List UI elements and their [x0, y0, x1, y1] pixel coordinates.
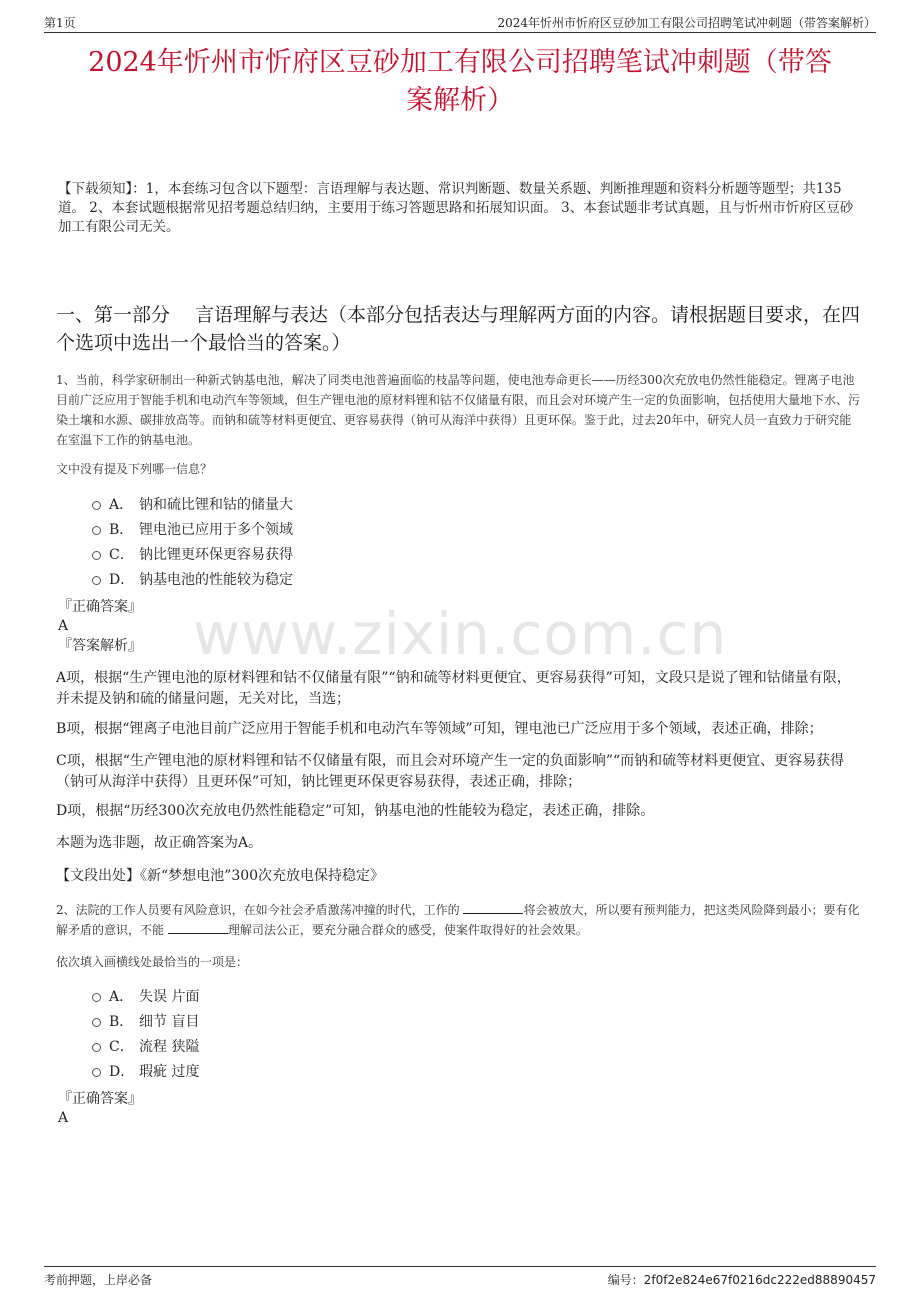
q1-option-c[interactable]: C． 钠比锂更环保更容易获得 [92, 543, 293, 568]
radio-icon[interactable] [92, 501, 101, 510]
question-2-options [92, 985, 199, 1085]
footer-code: 编号：2f0f2e824e67f0216dc222ed88890457 [607, 1273, 876, 1287]
q1-analysis-a: A项，根据“生产锂电池的原材料锂和钴不仅储量有限”“钠和硫等材料更便宜、更容易获得”可知，文段只是说了锂和钴储量有限，并未提及钠和硫的储量问题，无关对比，当选； [56, 670, 851, 707]
q2-option-a[interactable]: A． 失误 片面 [92, 985, 199, 1010]
question-1-options [92, 493, 293, 593]
page-footer [44, 1266, 876, 1289]
q1-conclusion: 本题为选非题，故正确答案为A。 [56, 835, 263, 851]
watermark: www.zixin.com.cn [192, 600, 728, 668]
q1-analysis-b: B项，根据“锂离子电池目前广泛应用于智能手机和电动汽车等领域”可知，锂电池已广泛应用于多个领域，表述正确，排除； [56, 721, 823, 737]
q2-answer-label: 『正确答案』 [58, 1091, 142, 1107]
q1-option-a[interactable]: A． 钠和硫比锂和钴的储量大 [92, 493, 293, 518]
blank-2 [168, 923, 228, 934]
q1-answer: A [58, 618, 69, 634]
question-2-prompt: 依次填入画横线处最恰当的一项是： [56, 955, 249, 969]
q1-analysis-d: D项，根据“历经300次充放电仍然性能稳定”可知，钠基电池的性能较为稳定，表述正确，排除。 [56, 803, 655, 819]
radio-icon[interactable] [92, 1068, 101, 1077]
question-1-prompt: 文中没有提及下列哪一信息？ [56, 462, 213, 476]
header-doc-title: 2024年忻州市忻府区豆砂加工有限公司招聘笔试冲刺题（带答案解析） [497, 16, 876, 30]
blank-1 [463, 903, 523, 914]
footer-slogan: 考前押题，上岸必备 [44, 1273, 153, 1287]
q1-analysis-c: C项，根据“生产锂电池的原材料锂和钴不仅储量有限，而且会对环境产生一定的负面影响”“而钠和硫等材料更便宜、更容易获得（钠可从海洋中获得）且更环保”可知，钠比锂更环保更容易获得，表述正确，排除； [56, 753, 845, 790]
q2-option-b[interactable]: B． 细节 盲目 [92, 1010, 199, 1035]
q1-answer-label: 『正确答案』 [58, 599, 142, 615]
download-notice: 【下载须知】：1，本套练习包含以下题型：言语理解与表达题、常识判断题、数量关系题、判断推理题和资料分析题等题型；共135道。 2、本套试题根据常见招考题总结归纳，主要用于练习答题思路和拓展知识面。 3、本套试题非考试真题，且与忻州市忻府区豆砂加工有限公司无关。 [58, 181, 854, 235]
q1-analysis-label: 『答案解析』 [58, 638, 142, 654]
q2-answer: A [58, 1110, 69, 1126]
radio-icon[interactable] [92, 1043, 101, 1052]
radio-icon[interactable] [92, 551, 101, 560]
q1-option-d[interactable]: D． 钠基电池的性能较为稳定 [92, 568, 293, 593]
page-header [44, 12, 876, 33]
title-line-2: 案解析） [406, 85, 514, 116]
document-title [40, 44, 880, 120]
radio-icon[interactable] [92, 576, 101, 585]
question-2-stem: 2、法院的工作人员要有风险意识，在如今社会矛盾激荡冲撞的时代，工作的 将会被放大，所以要有预判能力，把这类风险降到最小；要有化解矛盾的意识，不能 理解司法公正，要充分融合群众的感受，使案件取得好的社会效果。 [56, 903, 860, 937]
question-1-stem: 1、当前，科学家研制出一种新式钠基电池，解决了同类电池普遍面临的枝晶等问题，使电池寿命更长——历经300次充放电仍然性能稳定。锂离子电池目前广泛应用于智能手机和电动汽车等领域，但生产锂电池的原材料锂和钴不仅储量有限，而且会对环境产生一定的负面影响，包括使用大量地下水、污染土壤和水源、碳排放高等。而钠和硫等材料更便宜、更容易获得（钠可从海洋中获得）且更环保。鉴于此，过去20年中，研究人员一直致力于研究能在室温下工作的钠基电池。 [56, 373, 861, 447]
q2-option-d[interactable]: D． 瑕疵 过度 [92, 1060, 199, 1085]
radio-icon[interactable] [92, 993, 101, 1002]
q1-source: 【文段出处】《新“梦想电池”300次充放电保持稳定》 [56, 868, 385, 884]
page-number: 第1页 [44, 16, 76, 30]
q1-option-b[interactable]: B． 锂电池已应用于多个领域 [92, 518, 293, 543]
section-heading: 一、第一部分 言语理解与表达（本部分包括表达与理解两方面的内容。请根据题目要求，在四个选项中选出一个最恰当的答案。） [56, 304, 861, 354]
title-line-1: 2024年忻州市忻府区豆砂加工有限公司招聘笔试冲刺题（带答 [88, 47, 832, 78]
q2-option-c[interactable]: C． 流程 狭隘 [92, 1035, 199, 1060]
radio-icon[interactable] [92, 526, 101, 535]
radio-icon[interactable] [92, 1018, 101, 1027]
